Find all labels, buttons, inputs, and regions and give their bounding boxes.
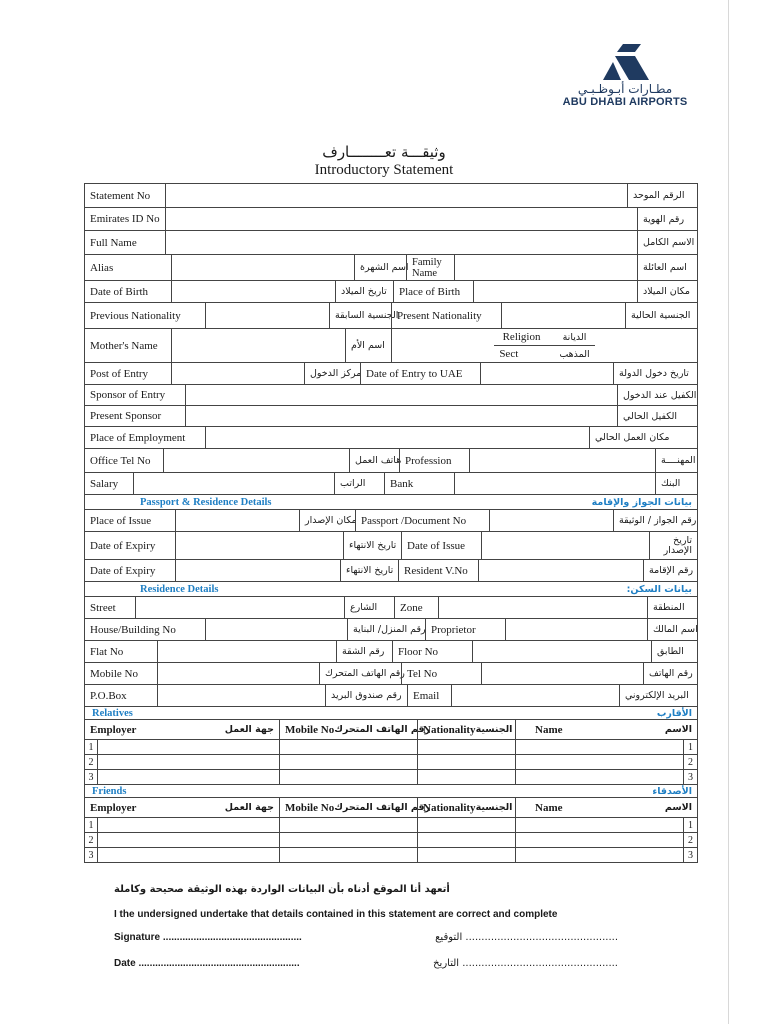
- label-floor: Floor No: [392, 641, 472, 662]
- label-document-no: Passport /Document No: [355, 510, 489, 531]
- friends-col-name-en: Name: [535, 801, 563, 814]
- passport-header-ar: بيانات الجواز والإقامة: [591, 496, 692, 508]
- friends-col-mobile-en: Mobile No: [285, 801, 335, 814]
- date-expiry-2-field[interactable]: [175, 560, 340, 581]
- friends-col-mobile: [279, 798, 431, 817]
- friends-employer-cell[interactable]: [97, 818, 279, 832]
- date-field[interactable]: Date ..........................................................: [114, 958, 300, 969]
- relatives-nationality-cell[interactable]: [417, 740, 515, 754]
- relatives-name-cell[interactable]: [515, 740, 683, 754]
- label-mother-name: Mother's Name: [90, 339, 158, 352]
- label-prev-nationality: Previous Nationality: [90, 309, 181, 322]
- section-passport-header: [85, 494, 697, 509]
- label-proprietor-ar: اسم المالك: [647, 619, 697, 640]
- label-mother-name-ar: اسم الأم: [345, 329, 391, 362]
- label-mobile: Mobile No: [90, 667, 138, 680]
- date-issue-field[interactable]: [481, 532, 649, 559]
- friends-row: [85, 847, 697, 862]
- religion-sect-group: [391, 329, 697, 362]
- label-resident-v: Resident V.No: [398, 560, 478, 581]
- label-date-expiry-2: Date of Expiry: [90, 564, 156, 577]
- signature-field[interactable]: Signature ..................................................: [114, 932, 302, 943]
- relatives-name-cell[interactable]: [515, 755, 683, 769]
- relatives-row-num-right: 3: [683, 770, 697, 784]
- friends-employer-cell[interactable]: [97, 848, 279, 862]
- relatives-nationality-cell[interactable]: [417, 755, 515, 769]
- friends-mobile-cell[interactable]: [279, 833, 417, 847]
- proprietor-field[interactable]: [505, 619, 647, 640]
- label-office-tel-ar: هاتف العمل: [349, 449, 399, 472]
- friends-nationality-cell[interactable]: [417, 848, 515, 862]
- friends-name-cell[interactable]: [515, 848, 683, 862]
- friends-col-nationality-en: Nationality: [423, 801, 476, 814]
- relatives-row-num-right: 1: [683, 740, 697, 754]
- logo-arabic-text: مطـارات أبـوظـبـي: [577, 82, 673, 96]
- relatives-employer-cell[interactable]: [97, 740, 279, 754]
- relatives-row: [85, 739, 697, 754]
- passport-header-en: Passport & Residence Details: [140, 496, 272, 508]
- friends-col-name-ar: الاسم: [664, 802, 692, 813]
- statement-no-field[interactable]: [165, 184, 627, 207]
- friends-header-ar: الأصدقاء: [652, 785, 692, 797]
- section-friends-header: [85, 784, 697, 797]
- relatives-name-cell[interactable]: [515, 770, 683, 784]
- declaration-english: I the undersigned undertake that details contained in this statement are correct and complete: [114, 909, 558, 920]
- friends-col-nationality-ar: الجنسية: [475, 802, 513, 813]
- relatives-col-nationality-en: Nationality: [423, 723, 476, 736]
- friends-table-header: [85, 797, 697, 817]
- tel-field[interactable]: [481, 663, 643, 684]
- relatives-col-employer-en: Employer: [90, 723, 137, 736]
- salary-field[interactable]: [133, 473, 334, 494]
- label-date-expiry-2-ar: تاريخ الانتهاء: [340, 560, 398, 581]
- label-place-issue-ar: مكان الإصدار: [299, 510, 355, 531]
- relatives-mobile-cell[interactable]: [279, 770, 417, 784]
- label-full-name-ar: الاسم الكامل: [637, 231, 697, 254]
- friends-col-name: [515, 798, 697, 817]
- friends-row-num-left: 1: [88, 819, 94, 831]
- friends-nationality-cell[interactable]: [417, 833, 515, 847]
- section-relatives-header: [85, 706, 697, 719]
- label-prev-nationality-ar: الجنسية السابقة: [329, 303, 391, 328]
- label-alias-ar: اسم الشهرة: [354, 255, 406, 280]
- friends-name-cell[interactable]: [515, 833, 683, 847]
- office-tel-field[interactable]: [163, 449, 349, 472]
- relatives-header-en: Relatives: [92, 707, 133, 719]
- statement-form: [84, 183, 698, 863]
- mobile-field[interactable]: [157, 663, 319, 684]
- label-email: Email: [407, 685, 451, 706]
- label-full-name: Full Name: [90, 236, 137, 249]
- friends-row-num-left: 2: [88, 834, 94, 846]
- row-expiry-issue: [85, 531, 697, 559]
- sponsor-entry-field[interactable]: [185, 385, 617, 405]
- label-family-name-ar: اسم العائلة: [637, 255, 697, 280]
- label-family-name: Family Name: [406, 255, 454, 280]
- label-date-entry-ar: تاريخ دخول الدولة: [613, 363, 697, 384]
- friends-nationality-cell[interactable]: [417, 818, 515, 832]
- label-flat-ar: رقم الشقة: [336, 641, 392, 662]
- post-entry-field[interactable]: [171, 363, 304, 384]
- row-nationality: [85, 302, 697, 328]
- relatives-col-employer-ar: جهة العمل: [224, 724, 274, 735]
- row-statement-no: [85, 183, 697, 207]
- prev-nationality-field[interactable]: [205, 303, 329, 328]
- label-tel-ar: رقم الهاتف: [643, 663, 697, 684]
- abu-dhabi-airports-logo: [560, 42, 690, 114]
- label-sponsor-entry-ar: الكفيل عند الدخول: [617, 385, 697, 405]
- row-flat: [85, 640, 697, 662]
- label-date-entry: Date of Entry to UAE: [360, 363, 480, 384]
- row-emirates-id: [85, 207, 697, 230]
- relatives-employer-cell[interactable]: [97, 755, 279, 769]
- document-no-field[interactable]: [489, 510, 613, 531]
- label-statement-no: Statement No: [90, 189, 151, 202]
- relatives-col-mobile: [279, 720, 431, 739]
- relatives-col-name: [515, 720, 697, 739]
- row-sponsor-entry: [85, 384, 697, 405]
- friends-row-num-right: 2: [683, 833, 697, 847]
- label-zone: Zone: [394, 597, 438, 618]
- relatives-col-employer: [85, 720, 279, 739]
- label-religion: Religion: [502, 331, 541, 343]
- relatives-header-ar: الأقارب: [656, 707, 692, 719]
- date-entry-field[interactable]: [480, 363, 613, 384]
- label-pobox-ar: رقم صندوق البريد: [325, 685, 407, 706]
- label-date-issue: Date of Issue: [401, 532, 481, 559]
- floor-field[interactable]: [472, 641, 651, 662]
- label-street-ar: الشارع: [344, 597, 394, 618]
- row-house: [85, 618, 697, 640]
- pobox-field[interactable]: [157, 685, 325, 706]
- relatives-col-nationality-ar: الجنسية: [475, 724, 513, 735]
- present-nationality-field[interactable]: [501, 303, 625, 328]
- label-floor-ar: الطابق: [651, 641, 697, 662]
- relatives-nationality-cell[interactable]: [417, 770, 515, 784]
- label-proprietor: Proprietor: [425, 619, 505, 640]
- label-sect-ar: المذهب: [559, 348, 590, 360]
- bank-field[interactable]: [454, 473, 655, 494]
- label-resident-v-ar: رقم الإقامة: [643, 560, 697, 581]
- emirates-id-field[interactable]: [165, 208, 637, 230]
- label-salary: Salary: [90, 477, 119, 490]
- label-post-entry-ar: مركز الدخول: [304, 363, 360, 384]
- relatives-col-nationality: [417, 720, 515, 739]
- friends-row: [85, 832, 697, 847]
- label-religion-ar: الديانة: [562, 331, 587, 343]
- label-profession-ar: المهنــــة: [655, 449, 697, 472]
- friends-row: [85, 817, 697, 832]
- relatives-col-mobile-ar: رقم الهاتف المتحرك: [334, 724, 431, 735]
- label-bank-ar: البنك: [655, 473, 697, 494]
- sect-row: [494, 345, 594, 362]
- label-house: House/Building No: [90, 623, 176, 636]
- row-birth: [85, 280, 697, 302]
- relatives-row-num-right: 2: [683, 755, 697, 769]
- label-salary-ar: الراتب: [334, 473, 384, 494]
- label-dob: Date of Birth: [90, 285, 149, 298]
- declaration-arabic: أتعهد أنا الموقع أدناه بأن البيانات الواردة بهذه الوثيقة صحيحة وكاملة: [114, 884, 450, 895]
- section-residence-header: [85, 581, 697, 596]
- label-street: Street: [90, 601, 116, 614]
- row-pobox: [85, 684, 697, 706]
- label-place-employment: Place of Employment: [90, 431, 186, 444]
- row-place-issue: [85, 509, 697, 531]
- label-present-sponsor: Present Sponsor: [90, 410, 162, 422]
- row-street: [85, 596, 697, 618]
- place-employment-field[interactable]: [205, 427, 589, 448]
- label-pob-ar: مكان الميلاد: [637, 281, 697, 302]
- friends-name-cell[interactable]: [515, 818, 683, 832]
- family-name-field[interactable]: [454, 255, 637, 280]
- friends-mobile-cell[interactable]: [279, 818, 417, 832]
- signature-field-ar[interactable]: ................................................ التوقيع: [435, 932, 618, 943]
- label-date-expiry: Date of Expiry: [90, 539, 156, 552]
- relatives-mobile-cell[interactable]: [279, 755, 417, 769]
- label-dob-ar: تاريخ الميلاد: [335, 281, 393, 302]
- row-mother: [85, 328, 697, 362]
- alias-field[interactable]: [171, 255, 354, 280]
- label-post-entry: Post of Entry: [90, 367, 149, 380]
- street-field[interactable]: [135, 597, 344, 618]
- label-flat: Flat No: [90, 645, 124, 658]
- relatives-row: [85, 754, 697, 769]
- row-expiry-resident: [85, 559, 697, 581]
- friends-employer-cell[interactable]: [97, 833, 279, 847]
- label-present-sponsor-ar: الكفيل الحالي: [617, 406, 697, 426]
- relatives-col-name-ar: الاسم: [664, 724, 692, 735]
- residence-header-ar: بيانات السكن:: [626, 583, 692, 595]
- label-emirates-id: Emirates ID No: [90, 213, 160, 225]
- religion-row: [498, 329, 592, 345]
- dob-field[interactable]: [171, 281, 335, 302]
- friends-col-employer-en: Employer: [90, 801, 137, 814]
- email-field[interactable]: [451, 685, 619, 706]
- pob-field[interactable]: [473, 281, 637, 302]
- label-present-nationality: Present Nationality: [391, 303, 501, 328]
- date-expiry-field[interactable]: [175, 532, 343, 559]
- residence-header-en: Residence Details: [140, 583, 219, 595]
- label-emirates-id-ar: رقم الهوية: [637, 208, 697, 230]
- row-present-sponsor: [85, 405, 697, 426]
- label-house-ar: رقم المنزل/ البناية: [347, 619, 425, 640]
- relatives-mobile-cell[interactable]: [279, 740, 417, 754]
- friends-col-nationality: [417, 798, 515, 817]
- relatives-row: [85, 769, 697, 784]
- relatives-col-name-en: Name: [535, 723, 563, 736]
- friends-col-employer-ar: جهة العمل: [224, 802, 274, 813]
- relatives-table-header: [85, 719, 697, 739]
- relatives-employer-cell[interactable]: [97, 770, 279, 784]
- zone-field[interactable]: [438, 597, 647, 618]
- mother-name-field[interactable]: [171, 329, 345, 362]
- label-document-no-ar: رقم الجواز / الوثيقة: [613, 510, 697, 531]
- friends-col-mobile-ar: رقم الهاتف المتحرك: [334, 802, 431, 813]
- friends-row-num-right: 3: [683, 848, 697, 862]
- label-profession: Profession: [399, 449, 469, 472]
- relatives-row-num-left: 3: [88, 771, 94, 783]
- title-arabic: وثيقـــة تعــــــــارف: [322, 143, 446, 161]
- label-email-ar: البريد الإلكتروني: [619, 685, 697, 706]
- row-full-name: [85, 230, 697, 254]
- label-pob: Place of Birth: [393, 281, 473, 302]
- relatives-col-mobile-en: Mobile No: [285, 723, 335, 736]
- date-field-ar[interactable]: ................................................. التاريخ: [433, 958, 618, 969]
- friends-row-num-right: 1: [683, 818, 697, 832]
- full-name-field[interactable]: [165, 231, 637, 254]
- label-place-employment-ar: مكان العمل الحالي: [589, 427, 697, 448]
- logo-english-text: ABU DHABI AIRPORTS: [562, 96, 688, 108]
- relatives-row-num-left: 2: [88, 756, 94, 768]
- flat-field[interactable]: [157, 641, 336, 662]
- date-row: [114, 958, 618, 969]
- label-sponsor-entry: Sponsor of Entry: [90, 389, 166, 401]
- label-alias: Alias: [90, 261, 114, 274]
- row-salary: [85, 472, 697, 494]
- label-present-nationality-ar: الجنسية الحالية: [625, 303, 697, 328]
- friends-header-en: Friends: [92, 785, 127, 797]
- label-mobile-ar: رقم الهاتف المتحرك: [319, 663, 401, 684]
- house-field[interactable]: [205, 619, 347, 640]
- label-pobox: P.O.Box: [90, 689, 127, 702]
- row-mobile: [85, 662, 697, 684]
- row-entry: [85, 362, 697, 384]
- friends-col-employer: [85, 798, 279, 817]
- label-office-tel: Office Tel No: [90, 454, 151, 467]
- row-office-tel: [85, 448, 697, 472]
- label-zone-ar: المنطقة: [647, 597, 697, 618]
- profession-field[interactable]: [469, 449, 655, 472]
- friends-mobile-cell[interactable]: [279, 848, 417, 862]
- label-place-issue: Place of Issue: [90, 514, 152, 527]
- label-statement-no-ar: الرقم الموحد: [627, 184, 697, 207]
- label-tel: Tel No: [401, 663, 481, 684]
- label-sect: Sect: [499, 348, 519, 360]
- present-sponsor-field[interactable]: [185, 406, 617, 426]
- row-place-employment: [85, 426, 697, 448]
- signature-row: [114, 932, 618, 943]
- airport-logo-icon: [595, 42, 655, 82]
- label-date-issue-ar: تاريخ الإصدار: [649, 532, 697, 559]
- label-date-expiry-ar: تاريخ الانتهاء: [343, 532, 401, 559]
- title-english: Introductory Statement: [314, 162, 454, 178]
- label-bank: Bank: [384, 473, 454, 494]
- relatives-row-num-left: 1: [88, 741, 94, 753]
- place-issue-field[interactable]: [175, 510, 299, 531]
- resident-v-field[interactable]: [478, 560, 643, 581]
- friends-row-num-left: 3: [88, 849, 94, 861]
- row-alias: [85, 254, 697, 280]
